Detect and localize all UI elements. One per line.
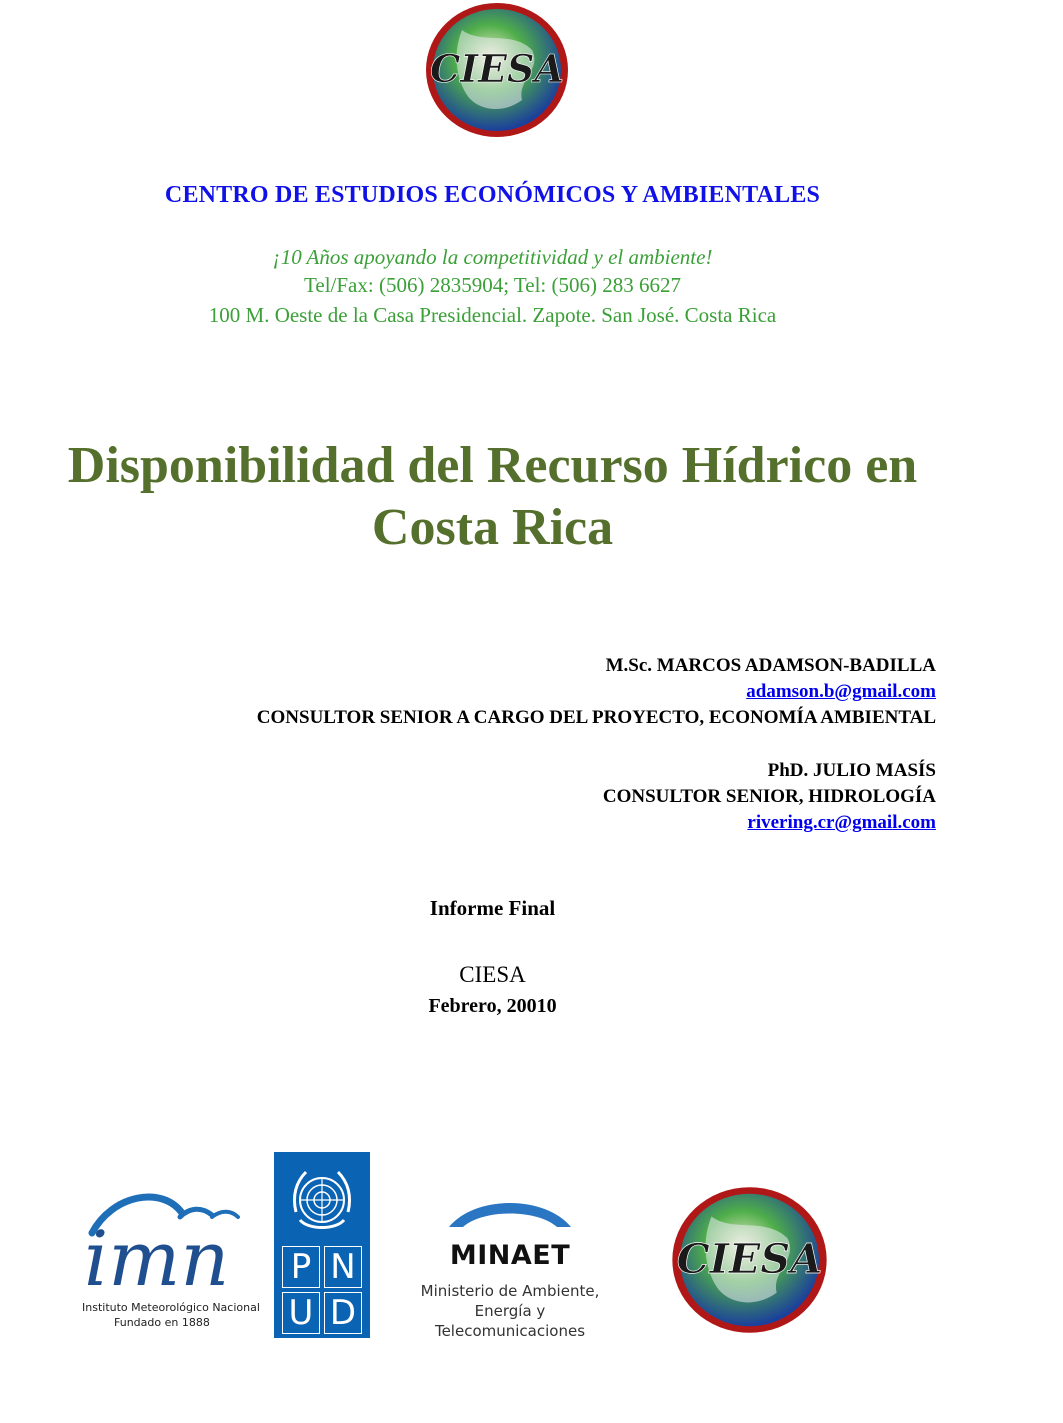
minaet-logo [405,1195,615,1345]
report-org: CIESA [459,962,526,987]
pnud-logo [274,1152,370,1338]
author-2-role: CONSULTOR SENIOR, HIDROLOGÍA [602,786,936,807]
imn-line1: Instituto Meteorológico Nacional [82,1301,260,1314]
imn-line2: Fundado en 1888 [114,1316,210,1329]
minaet-arc-icon [445,1195,575,1229]
minaet-wordmark: MINAET [449,1240,571,1271]
author-1-email[interactable]: adamson.b@gmail.com [746,681,936,702]
title-line-1: Disponibilidad del Recurso Hídrico en [67,437,918,494]
ciesa-logo [422,0,572,140]
report-type: Informe Final [429,896,556,920]
title-line-2: Costa Rica [371,499,614,556]
minaet-line1: Ministerio de Ambiente, [420,1282,600,1300]
contact-phone: Tel/Fax: (506) 2835904; Tel: (506) 283 6627 [304,273,681,297]
author-1-name: M.Sc. MARCOS ADAMSON-BADILLA [605,655,936,676]
document-title [0,435,985,559]
imn-wordmark: imn [84,1214,230,1303]
contact-address: 100 M. Oeste de la Casa Presidencial. Zapote. San José. Costa Rica [208,303,777,327]
minaet-line2: Energía y [474,1302,546,1320]
report-date: Febrero, 20010 [428,995,557,1017]
author-2-email[interactable]: rivering.cr@gmail.com [747,812,936,833]
imn-wave-icon [62,1185,272,1335]
ciesa-globe-icon [422,0,572,140]
tagline: ¡10 Años apoyando la competitividad y el ambiente! [272,245,713,269]
pnud-letter-u: U [282,1292,320,1334]
org-name: CENTRO DE ESTUDIOS ECONÓMICOS Y AMBIENTALES [164,182,821,208]
ciesa-footer-text: CIESA [676,1234,823,1284]
ciesa-globe-icon-footer [668,1180,831,1340]
ciesa-logo-text: CIESA [430,46,564,91]
minaet-line3: Telecomunicaciones [434,1322,586,1340]
un-emblem-icon [282,1160,362,1240]
ciesa-logo-footer [668,1180,831,1340]
author-2-name: PhD. JULIO MASÍS [767,760,936,781]
imn-logo [62,1185,272,1335]
author-1-role: CONSULTOR SENIOR A CARGO DEL PROYECTO, ECONOMÍA AMBIENTAL [256,707,936,728]
pnud-letter-n: N [324,1246,362,1288]
pnud-letter-p: P [282,1246,320,1288]
pnud-letter-d: D [324,1292,362,1334]
